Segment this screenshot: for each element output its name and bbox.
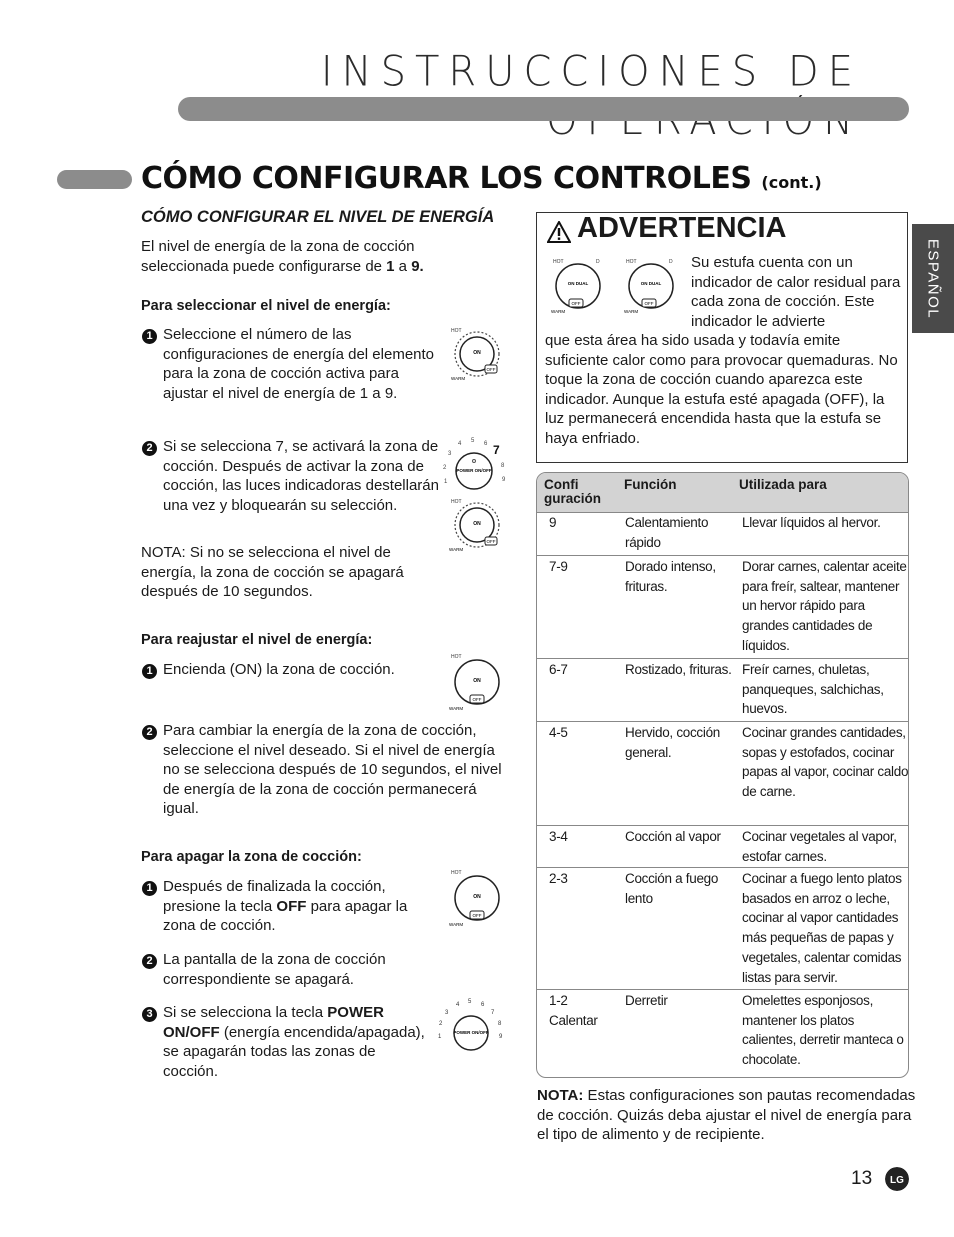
svg-text:8: 8 <box>501 463 505 469</box>
step-number: 1 <box>142 329 157 344</box>
select-heading: Para seleccionar el nivel de energía: <box>141 298 391 314</box>
svg-text:5: 5 <box>471 438 475 444</box>
dial-off-label: OFF <box>486 367 496 372</box>
language-tab <box>912 224 954 333</box>
cell-function: Calentamiento rápido <box>625 515 709 550</box>
section-title-cont: (cont.) <box>761 173 822 192</box>
table-row <box>537 512 908 556</box>
svg-text:2: 2 <box>443 465 447 471</box>
table-row <box>537 659 908 722</box>
cell-use: Dorar carnes, calentar aceite para freír, saltear, mantener un hervor rápido para grandes cantidades de líquidos. <box>742 559 907 653</box>
dial-warm-label: WARM <box>449 706 464 711</box>
off-step-3-text-b: (energía encendida/apagada), se apagarán todas las zonas de cocción. <box>163 1023 425 1080</box>
cell-use: Llevar líquidos al hervor. <box>742 515 881 530</box>
dial-hot-label: HOT <box>451 870 462 876</box>
step-number: 1 <box>142 664 157 679</box>
reset-step-2: Para cambiar la energía de la zona de cocción, seleccione el nivel deseado. Si el nivel de energía no se selecciona después de 10 segundos, el nivel de energía de la zona de cocción permanecerá igual. <box>163 722 502 818</box>
dial-power-label: POWER ON/OFF <box>453 1030 489 1035</box>
warning-title: ADVERTENCIA <box>577 212 787 244</box>
svg-text:8: 8 <box>498 1021 502 1027</box>
dial-warm-label: WARM <box>449 922 464 927</box>
lg-logo-text: LG <box>890 1175 904 1186</box>
lg-logo-icon <box>885 1167 909 1191</box>
power-dial-icon <box>434 996 508 1052</box>
step-number: 2 <box>142 441 157 456</box>
cell-setting: 3-4 <box>549 829 568 844</box>
dial-on-icon <box>445 652 507 714</box>
table-row <box>537 556 908 659</box>
section-title-text: CÓMO CONFIGURAR LOS CONTROLES <box>141 161 752 196</box>
select-note: NOTA: Si no se selecciona el nivel de energía, la zona de cocción se apagará después de 10 segundos. <box>141 544 404 601</box>
off-step-3 <box>163 1003 425 1081</box>
cell-function: Dorado intenso, frituras. <box>625 559 716 594</box>
cell-function: Hervido, cocción general. <box>625 725 720 760</box>
svg-text:9: 9 <box>499 1034 503 1040</box>
svg-text:7: 7 <box>493 443 500 457</box>
power-key-label: POWER ON/OFF <box>163 1004 384 1041</box>
dial-d-label: D <box>596 259 600 265</box>
cell-setting: 2-3 <box>549 871 568 886</box>
intro-text-c: a <box>394 257 412 275</box>
cell-setting: 7-9 <box>549 559 568 574</box>
dial-off-label: OFF <box>571 301 581 306</box>
cell-function: Derretir <box>625 993 668 1008</box>
intro-paragraph <box>141 237 461 276</box>
cell-setting: 9 <box>549 515 557 530</box>
dial-hot-label: HOT <box>451 499 462 505</box>
dial-off-label: OFF <box>472 697 482 702</box>
cell-use: Omelettes esponjosos, mantener los platos calientes, derretir manteca o chocolate. <box>742 993 904 1068</box>
cell-use: Cocinar vegetales al vapor, estofar carnes. <box>742 829 897 864</box>
dial-warm-label: WARM <box>624 309 639 314</box>
warning-triangle-icon <box>547 221 571 243</box>
table-header-use: Utilizada para <box>739 477 827 492</box>
dial-on-dual-label: ON DUAL <box>640 281 662 286</box>
dial-on-label: ON <box>473 521 481 527</box>
off-step-1-text-a: Después de finalizada la cocción, presione la tecla <box>163 878 386 915</box>
off-step-1-text-b: para apagar la zona de cocción. <box>163 897 408 935</box>
dial-d-label: D <box>669 259 673 265</box>
page-header-title: INSTRUCCIONES DE <box>320 47 862 96</box>
warning-text-full: que esta área ha sido usada y todavía emite suficiente calor como para provocar quemaduras. No toque la zona de cocción cuando aparezca este indicador. Aunque la estufa esté apagada (OFF), la luz permanecerá encendida hasta que la estufa se haya enfriado. <box>545 332 898 447</box>
off-key-label: OFF <box>276 897 307 915</box>
note-label: NOTA: <box>537 1087 584 1104</box>
table-row <box>537 826 908 868</box>
dial-off-label: OFF <box>644 301 654 306</box>
cell-use: Freír carnes, chuletas, panqueques, salchichas, huevos. <box>742 662 884 717</box>
intro-bold-1: 1 <box>386 257 395 275</box>
cell-setting: 1-2 Calentar <box>549 993 598 1028</box>
dial-on-dual-label: ON DUAL <box>567 281 589 286</box>
dial-warm-label: WARM <box>449 547 464 552</box>
dial-hot-label: HOT <box>626 259 637 265</box>
energy-level-table <box>536 472 909 1078</box>
select-step-2: Si se selecciona 7, se activará la zona de cocción. Después de activar la zona de cocción, las luces indicadoras destellarán una vez y bloquearán su selección. <box>163 438 439 514</box>
dial-hot-label: HOT <box>451 654 462 660</box>
dual-dials-icon <box>548 253 686 317</box>
subheading: CÓMO CONFIGURAR EL NIVEL DE ENERGÍA <box>141 208 495 226</box>
svg-text:9: 9 <box>502 477 506 483</box>
table-row <box>537 868 908 990</box>
off-step-1 <box>163 877 441 936</box>
dial-hot-label: HOT <box>553 259 564 265</box>
power-dial-7-icon <box>438 435 510 495</box>
page-number: 13 <box>851 1168 873 1189</box>
off-step-2: La pantalla de la zona de cocción correspondiente se apagará. <box>163 951 386 988</box>
dial-on-label: ON <box>473 678 481 684</box>
svg-text:7: 7 <box>491 1010 495 1016</box>
dial-hot-label: HOT <box>451 328 462 334</box>
dial-power-label: POWER ON/OFF <box>456 468 492 473</box>
off-heading: Para apagar la zona de cocción: <box>141 849 362 865</box>
table-row <box>537 990 908 1078</box>
svg-text:6: 6 <box>484 441 488 447</box>
header-bar <box>178 97 909 121</box>
svg-text:4: 4 <box>458 441 462 447</box>
dial-off-label: OFF <box>486 539 496 544</box>
svg-text:2: 2 <box>439 1021 443 1027</box>
dial-on-label: ON <box>473 350 481 356</box>
svg-text:3: 3 <box>448 451 452 457</box>
step-number: 2 <box>142 725 157 740</box>
off-step-3-text-a: Si se selecciona la tecla <box>163 1004 328 1021</box>
svg-text:1: 1 <box>438 1034 442 1040</box>
svg-text:4: 4 <box>456 1002 460 1008</box>
warning-text-side: Su estufa cuenta con un indicador de calor residual para cada zona de cocción. Este indicador le advierte <box>691 254 901 330</box>
dial-with-ring-icon <box>445 495 507 557</box>
bottom-note <box>537 1086 917 1145</box>
svg-text:1: 1 <box>444 479 448 485</box>
section-pill <box>57 170 132 189</box>
table-header-function: Función <box>624 477 677 492</box>
table-header-setting: Confi guración <box>544 477 602 506</box>
step-number: 1 <box>142 881 157 896</box>
intro-text-a: El nivel de energía de la zona de cocción seleccionada puede configurarse de <box>141 238 415 275</box>
step-number: 3 <box>142 1007 157 1022</box>
cell-use: Cocinar a fuego lento platos basados en arroz o leche, cocinar al vapor cantidades más pequeñas de papas y vegetales, calentar comidas listas para servir. <box>742 871 902 985</box>
cell-setting: 4-5 <box>549 725 568 740</box>
cell-function: Cocción a fuego lento <box>625 871 719 906</box>
cell-function: Cocción al vapor <box>625 829 721 844</box>
dial-on-label: ON <box>473 894 481 900</box>
language-tab-label: ESPAÑOL <box>924 238 942 320</box>
reset-step-1: Encienda (ON) la zona de cocción. <box>163 661 395 678</box>
table-header-row <box>537 473 908 513</box>
cell-function: Rostizado, frituras. <box>625 662 732 677</box>
table-row <box>537 722 908 826</box>
cell-setting: 6-7 <box>549 662 568 677</box>
dial-warm-label: WARM <box>451 376 466 381</box>
dial-warm-label: WARM <box>551 309 566 314</box>
dial-off-label: OFF <box>472 913 482 918</box>
dial-on-icon <box>445 866 507 930</box>
svg-text:3: 3 <box>445 1010 449 1016</box>
svg-text:6: 6 <box>481 1002 485 1008</box>
dial-with-ring-icon <box>445 320 507 384</box>
cell-use: Cocinar grandes cantidades, sopas y estofados, cocinar papas al vapor, cocinar caldo de carne. <box>742 725 909 800</box>
reset-heading: Para reajustar el nivel de energía: <box>141 632 373 648</box>
step-number: 2 <box>142 954 157 969</box>
svg-text:5: 5 <box>468 999 472 1005</box>
intro-bold-9: 9. <box>411 257 424 275</box>
select-step-1: Seleccione el número de las configuraciones de energía del elemento para la zona de cocción activa para ajustar el nivel de energía de 1 a 9. <box>163 326 435 402</box>
section-title <box>141 161 822 196</box>
note-text: Estas configuraciones son pautas recomendadas de cocción. Quizás deba ajustar el nivel de energía para el tipo de alimento y de recipiente. <box>537 1087 916 1144</box>
